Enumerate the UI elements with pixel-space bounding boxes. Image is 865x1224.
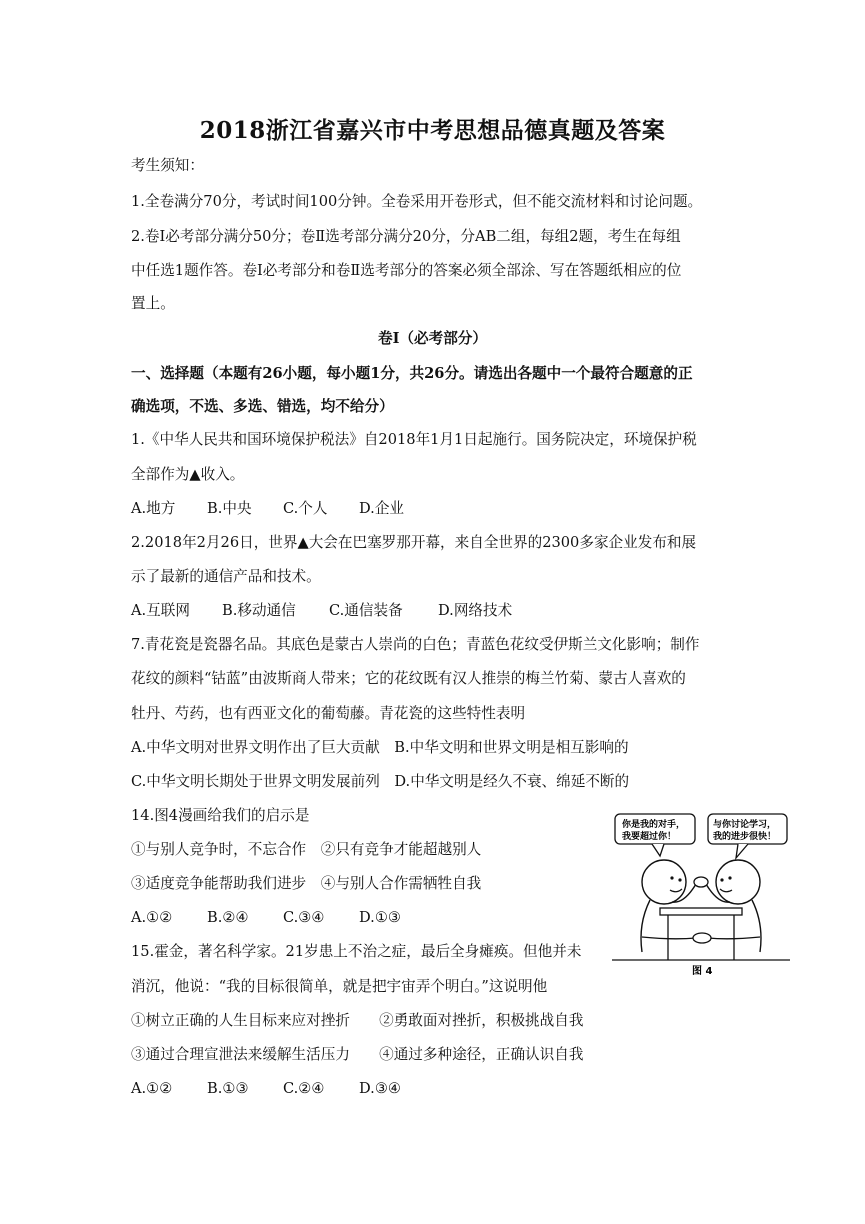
q7-stem-3: 牡丹、芍药，也有西亚文化的葡萄藤。青花瓷的这些特性表明: [131, 705, 526, 722]
q15-choices-1: ①树立正确的人生目标来应对挫折 ②勇敢面对挫折，积极挑战自我: [131, 1012, 584, 1029]
q1-stem-2: 全部作为▲收入。: [131, 466, 245, 483]
q7-stem-2: 花纹的颜料“钴蓝”由波斯商人带来；它的花纹既有汉人推崇的梅兰竹菊、蒙古人喜欢的: [131, 670, 686, 687]
figure-caption: 图 4: [692, 966, 713, 977]
bubble-left-text-1: 你是我的对手，: [622, 820, 686, 830]
q15-choices-2: ③通过合理宣泄法来缓解生活压力 ④通过多种途径，正确认识自我: [131, 1046, 584, 1063]
q14-option-a: A.①②: [131, 909, 173, 926]
notice-line-2: 2.卷Ⅰ必考部分满分50分；卷Ⅱ选考部分满分20分，分AB二组，每组2题，考生在每组: [131, 228, 681, 245]
q1-options: [131, 499, 404, 519]
q14-option-c: C.③④: [283, 909, 325, 926]
q14-options: [131, 908, 401, 928]
q2-option-d: D.网络技术: [438, 602, 513, 619]
q7-options-2: C.中华文明长期处于世界文明发展前列 D.中华文明是经久不衰、绵延不断的: [131, 773, 630, 790]
bubble-left-text-2: 我要超过你！: [622, 832, 677, 842]
notice-line-4: 置上。: [131, 295, 175, 312]
notice-line-3: 中任选1题作答。卷Ⅰ必考部分和卷Ⅱ选考部分的答案必须全部涂、写在答题纸相应的位: [131, 262, 682, 279]
bubble-right-text-1: 与你讨论学习，: [713, 820, 777, 830]
q15-option-b: B.①③: [207, 1080, 249, 1097]
q1-option-c: C.个人: [283, 500, 328, 517]
part-heading-2: 确选项，不选、多选、错选，均不给分）: [131, 398, 394, 415]
q2-option-b: B.移动通信: [222, 602, 296, 619]
page-title: 2018浙江省嘉兴市中考思想品德真题及答案: [199, 117, 666, 144]
bubble-right-text-2: 我的进步很快！: [713, 832, 777, 842]
q14-option-d: D.①③: [359, 909, 401, 926]
q2-option-a: A.互联网: [131, 602, 190, 619]
q1-option-a: A.地方: [131, 500, 176, 517]
table: [660, 908, 742, 915]
q7-options-1: A.中华文明对世界文明作出了巨大贡献 B.中华文明和世界文明是相互影响的: [131, 739, 629, 756]
q7-stem-1: 7.青花瓷是瓷器名品。其底色是蒙古人崇尚的白色；青蓝色花纹受伊斯兰文化影响；制作: [131, 636, 700, 653]
q15-option-c: C.②④: [283, 1080, 325, 1097]
q14-option-b: B.②④: [207, 909, 249, 926]
q2-stem-2: 示了最新的通信产品和技术。: [131, 568, 321, 585]
q15-stem-1: 15.霍金，著名科学家。21岁患上不治之症，最后全身瘫痪。但他并未: [131, 943, 582, 960]
q2-option-c: C.通信装备: [329, 602, 403, 619]
q2-options: [131, 601, 512, 621]
q2-stem-1: 2.2018年2月26日，世界▲大会在巴塞罗那开幕，来自全世界的2300多家企业发布和展: [131, 534, 697, 551]
notice-line-1: 1.全卷满分70分，考试时间100分钟。全卷采用开卷形式，但不能交流材料和讨论问题。: [131, 193, 703, 210]
notice-label: 考生须知：: [131, 157, 204, 174]
q14-choices-2: ③适度竞争能帮助我们进步 ④与别人合作需牺牲自我: [131, 875, 482, 892]
section-heading: 卷Ⅰ（必考部分）: [378, 330, 487, 347]
part-heading-1: 一、选择题（本题有26小题，每小题1分，共26分。请选出各题中一个最符合题意的正: [131, 365, 693, 382]
q15-options: [131, 1079, 401, 1099]
handshake: [693, 933, 711, 943]
q1-option-d: D.企业: [359, 500, 405, 517]
q1-option-b: B.中央: [207, 500, 252, 517]
figure-left-head: [642, 860, 686, 904]
figure-right-head: [716, 860, 760, 904]
q14-choices-1: ①与别人竞争时，不忘合作 ②只有竞争才能超越别人: [131, 841, 482, 858]
q14-stem: 14.图4漫画给我们的启示是: [131, 807, 310, 824]
q15-stem-2: 消沉，他说：“我的目标很简单，就是把宇宙弄个明白。”这说明他: [131, 978, 548, 995]
q1-stem-1: 1.《中华人民共和国环境保护税法》自2018年1月1日起施行。国务院决定，环境保护税: [131, 431, 697, 448]
q15-option-a: A.①②: [131, 1080, 173, 1097]
q15-option-d: D.③④: [359, 1080, 401, 1097]
cartoon-figure: [612, 812, 790, 977]
